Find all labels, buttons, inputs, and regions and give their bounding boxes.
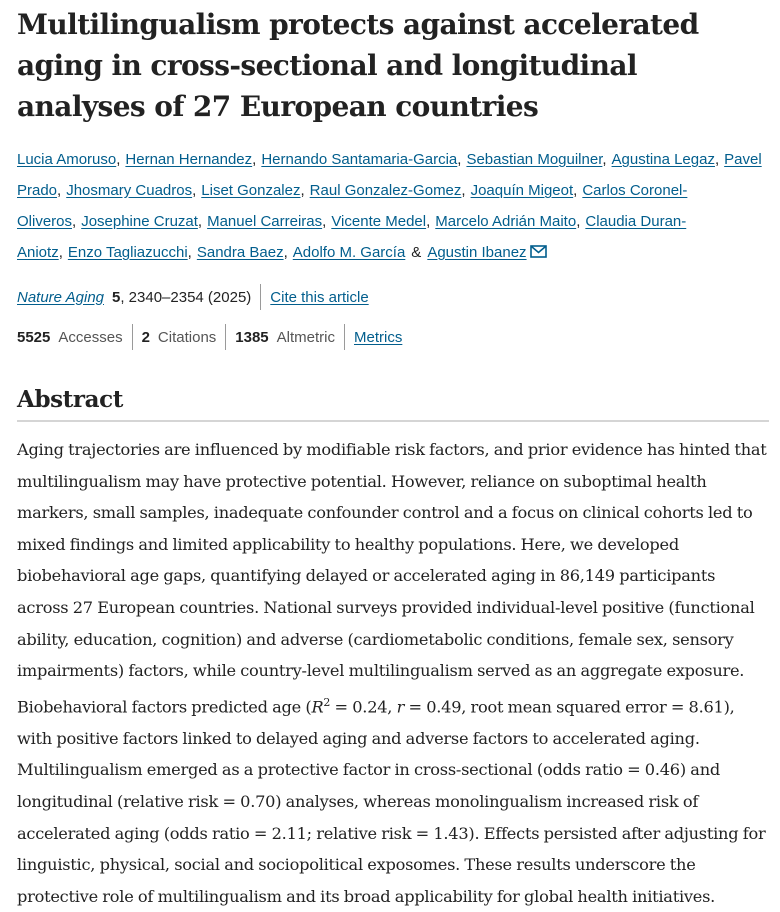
author-link[interactable]: Manuel Carreiras — [207, 213, 323, 230]
r-symbol: r — [396, 697, 405, 717]
author-link[interactable]: Agustin Ibanez — [427, 244, 527, 261]
author-link[interactable]: Josephine Cruzat — [81, 213, 198, 230]
metrics-bar — [17, 326, 769, 348]
author-separator: , — [457, 151, 462, 168]
author-link[interactable]: Hernan Hernandez — [125, 151, 253, 168]
accesses-label: Accesses — [58, 328, 123, 346]
author-link[interactable]: Lucia Amoruso — [17, 151, 117, 168]
author-separator: , — [300, 182, 305, 199]
author-link[interactable]: Claudia Duran-Aniotz — [17, 213, 687, 261]
pages-year: , 2340–2354 (2025) — [120, 288, 252, 306]
citation-line — [17, 286, 769, 308]
mail-icon[interactable] — [530, 245, 547, 258]
author-separator: , — [197, 213, 203, 230]
article-title: Multilingualism protects against accelerated aging in cross-sectional and longitudinal analyses of 27 European countries — [17, 8, 699, 123]
abstract-part-1: Aging trajectories are influenced by modifiable risk factors, and prior evidence has hinted that multilingualism may have protective potential. However, reliance on suboptimal health markers, small samples, inadequate confounder control and a focus on clinical cohorts led to mixed findings and limited applicability to healthy populations. Here, we developed biobehavioral age gaps, quantifying delayed or accelerated aging in 86,149 participants across 27 European countries. National surveys provided individual-level positive (functional ability, education, cognition) and adverse (cardiometabolic conditions, female sex, sensory impairments) factors, while country-level multilingualism served as an aggregate exposure. Biobehavioral factors predicted age ( — [17, 440, 767, 717]
author-separator: , — [252, 151, 257, 168]
author-separator: , — [573, 182, 578, 199]
author-link[interactable]: Sandra Baez — [196, 244, 284, 261]
author-separator: , — [283, 244, 288, 261]
cite-this-article-link[interactable]: Cite this article — [270, 288, 369, 306]
author-link[interactable]: Agustina Legaz — [611, 151, 715, 168]
author-link[interactable]: Liset Gonzalez — [201, 182, 301, 199]
abstract-part-2: = 0.24, — [330, 697, 397, 717]
author-separator: , — [602, 151, 607, 168]
author-link[interactable]: Jhosmary Cuadros — [66, 182, 193, 199]
volume: 5 — [112, 288, 121, 306]
citations-label: Citations — [157, 328, 217, 346]
author-separator: , — [57, 182, 62, 199]
citations-count: 2 — [141, 328, 150, 346]
author-separator: , — [322, 213, 327, 230]
author-link[interactable]: Raul Gonzalez-Gomez — [309, 182, 462, 199]
author-link[interactable]: Sebastian Moguilner — [466, 151, 603, 168]
author-link[interactable]: Pavel Prado — [17, 151, 762, 199]
divider — [344, 324, 345, 350]
author-link[interactable]: Hernando Santamaria-Garcia — [261, 151, 458, 168]
journal-link[interactable]: Nature Aging — [17, 288, 104, 306]
article-header — [17, 0, 769, 912]
divider — [260, 284, 261, 310]
author-separator: , — [187, 244, 192, 261]
author-link[interactable]: Marcelo Adrián Maito — [435, 213, 577, 230]
author-link[interactable]: Vicente Medel — [331, 213, 427, 230]
author-separator: , — [714, 151, 720, 168]
abstract-part-3: = 0.49, root mean squared error = 8.61), with positive factors linked to delayed aging and adverse factors to accelerated aging. Multilingualism emerged as a protective factor in cross-sectional (odds ratio = 0.46) and longitudinal (relative risk = 0.70) analyses, whereas monolingualism increased risk of accelerated aging (odds ratio = 2.11; relative risk = 1.43). Effects persisted after adjusting for linguistic, physical, social and sociopolitical exposomes. These results underscore the protective role of multilingualism and its broad applicability for global health initiatives. — [17, 697, 766, 906]
abstract-text — [17, 434, 769, 912]
author-link[interactable]: Enzo Tagliazucchi — [67, 244, 188, 261]
author-list — [17, 144, 769, 268]
author-separator: , — [58, 244, 63, 261]
metrics-link[interactable]: Metrics — [354, 328, 403, 346]
divider — [132, 324, 133, 350]
author-separator: , — [192, 182, 197, 199]
divider — [225, 324, 226, 350]
author-link[interactable]: Adolfo M. García — [292, 244, 406, 261]
accesses-count: 5525 — [17, 328, 51, 346]
author-separator: , — [72, 213, 77, 230]
author-separator: , — [116, 151, 121, 168]
author-separator: , — [576, 213, 581, 230]
author-separator: , — [461, 182, 466, 199]
altmetric-score: 1385 — [235, 328, 269, 346]
author-separator: & — [411, 244, 422, 261]
author-link[interactable]: Joaquín Migeot — [470, 182, 574, 199]
r-squared-symbol: R — [311, 697, 324, 717]
r-squared-superscript: 2 — [323, 695, 331, 709]
altmetric-label: Altmetric — [276, 328, 335, 346]
author-link[interactable]: Carlos Coronel-Oliveros — [17, 182, 688, 230]
abstract-heading: Abstract — [17, 348, 769, 422]
author-separator: , — [426, 213, 431, 230]
